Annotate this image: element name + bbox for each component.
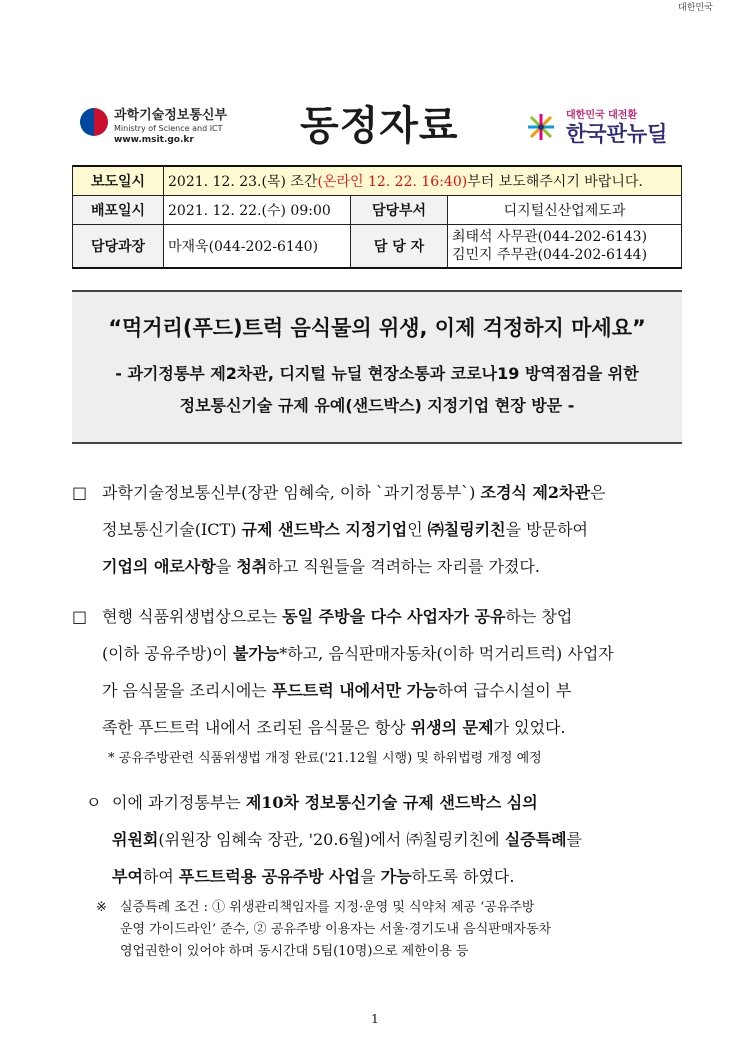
p1-bold: 청취 [236,557,268,576]
staff-label: 담 당 자 [351,225,448,269]
p1-text: 인 [407,520,428,539]
p1-text: 을 [215,557,237,576]
corner-mark: 대한민국 [678,3,713,13]
reference-mark: ※ [96,900,107,915]
newdeal-logo-icon [526,112,556,142]
release-online: (온라인 12. 22. 16:40) [317,174,468,190]
p3-text: 하도록 하였다. [411,867,515,886]
p2-text: 하여 급수시설이 부 [437,681,572,700]
footnote-2-line: 실증특례 조건 : ① 위생관리책임자를 지정·운영 및 식약처 제공 ‘공유주방 [120,900,535,915]
p1-bold: 조경식 제2차관 [480,483,590,502]
release-value [164,166,682,196]
staff-2: 김민지 주무관(044-202-6144) [452,247,648,263]
p3-text: (위원장 임혜숙 장관, '20.6월)에서 ㈜칠링키친에 [158,830,505,849]
p1-text: 을 방문하여 [505,520,588,539]
p3-bold: 실증특례 [504,830,567,849]
p3-text: 를 [566,830,582,849]
paragraph-1 [102,474,682,585]
p2-text: (이하 공유주방)이 [102,644,233,663]
p2-bold: 불가능 [232,644,280,663]
manager-value: 마재욱(044-202-6140) [164,225,351,269]
footnote-1: * 공유주방관련 식품위생법 개정 완료('21.12월 시행) 및 하위법령 개정 예정 [108,751,542,766]
headline-subtitle-line-2: 정보통신기술 규제 유예(샌드박스) 지정기업 현장 방문 - [179,396,575,415]
p2-text: *하고, 음식판매자동차(이하 먹거리트럭) 사업자 [279,644,614,663]
manager-label: 담당과장 [73,225,164,269]
headline-subtitle-line-1: - 과기정통부 제2차관, 디지털 뉴딜 현장소통과 코로나19 방역점검을 위한 [115,364,639,383]
p1-bold: 기업의 애로사항 [102,557,216,576]
p2-text: 족한 푸드트럭 내에서 조리된 음식물은 항상 [102,718,411,737]
release-suffix: 부터 보도해주시기 바랍니다. [467,174,643,190]
bullet-circle: ㅇ [86,793,102,812]
p2-bold: 위생의 문제 [410,718,494,737]
ministry-english-name: Ministry of Science and ICT [114,124,223,133]
release-date: 2021. 12. 23.(목) 조간 [168,174,318,190]
p2-text: 가 있었다. [493,718,566,737]
ministry-url: www.msit.go.kr [114,135,194,145]
footnote-2-line: 운영 가이드라인’ 준수, ② 공유주방 이용자는 서울·경기도내 음식판매자동차 [120,922,552,937]
p1-text: 은 [589,483,606,502]
p3-text: 하여 [142,867,179,886]
p3-bold: 부여 [112,867,143,886]
ministry-emblem-icon [80,108,108,136]
p3-bold: 가능 [380,867,412,886]
p2-bold: 푸드트럭 내에서만 가능 [271,681,438,700]
bullet-square-1: □ [72,483,88,502]
distribution-label: 배포일시 [73,196,164,225]
staff-1: 최태석 사무관(044-202-6143) [452,229,648,245]
p1-bold: 규제 샌드박스 지정기업 [241,520,408,539]
p2-bold: 동일 주방을 다수 사업자가 공유 [282,607,506,626]
p3-bold: 푸드트럭용 공유주방 사업 [178,867,361,886]
p2-text: 가 음식물을 조리시에는 [102,681,272,700]
paragraph-3 [112,784,682,895]
page-number: 1 [371,1012,379,1026]
p1-text: 정보통신기술(ICT) [102,520,242,539]
headline-subtitle [72,358,682,422]
p3-text: 을 [360,867,381,886]
ministry-name: 과학기술정보통신부 [114,108,228,123]
newdeal-slogan: 대한민국 대전환 [566,110,638,121]
p2-text: 하는 창업 [505,607,573,626]
release-label: 보도일시 [73,166,164,196]
p3-bold: 위원회 [112,830,159,849]
bullet-square-2: □ [72,607,88,626]
paragraph-2 [102,598,682,746]
distribution-value: 2021. 12. 22.(수) 09:00 [164,196,351,225]
footnote-2 [120,897,685,963]
staff-value [448,225,682,269]
p2-text: 현행 식품위생법상으로는 [102,607,283,626]
department-label: 담당부서 [351,196,448,225]
newdeal-title: 한국판뉴딜 [566,122,668,146]
p1-bold: ㈜칠링키친 [427,520,506,539]
p1-text: 과학기술정보통신부(장관 임혜숙, 이하 `과기정통부`) [102,483,481,502]
info-table [72,165,682,269]
p3-bold: 제10차 정보통신기술 규제 샌드박스 심의 [245,793,538,812]
p1-text: 하고 직원들을 격려하는 자리를 가졌다. [267,557,540,576]
p3-text: 이에 과기정통부는 [112,793,246,812]
footnote-2-line: 영업권한이 있어야 하며 동시간대 5팀(10명)으로 제한이용 등 [120,944,469,959]
headline-title: “먹거리(푸드)트럭 음식물의 위생, 이제 걱정하지 마세요” [108,316,646,340]
department-value: 디지털신산업제도과 [448,196,682,225]
document-type-title: 동정자료 [300,103,459,149]
